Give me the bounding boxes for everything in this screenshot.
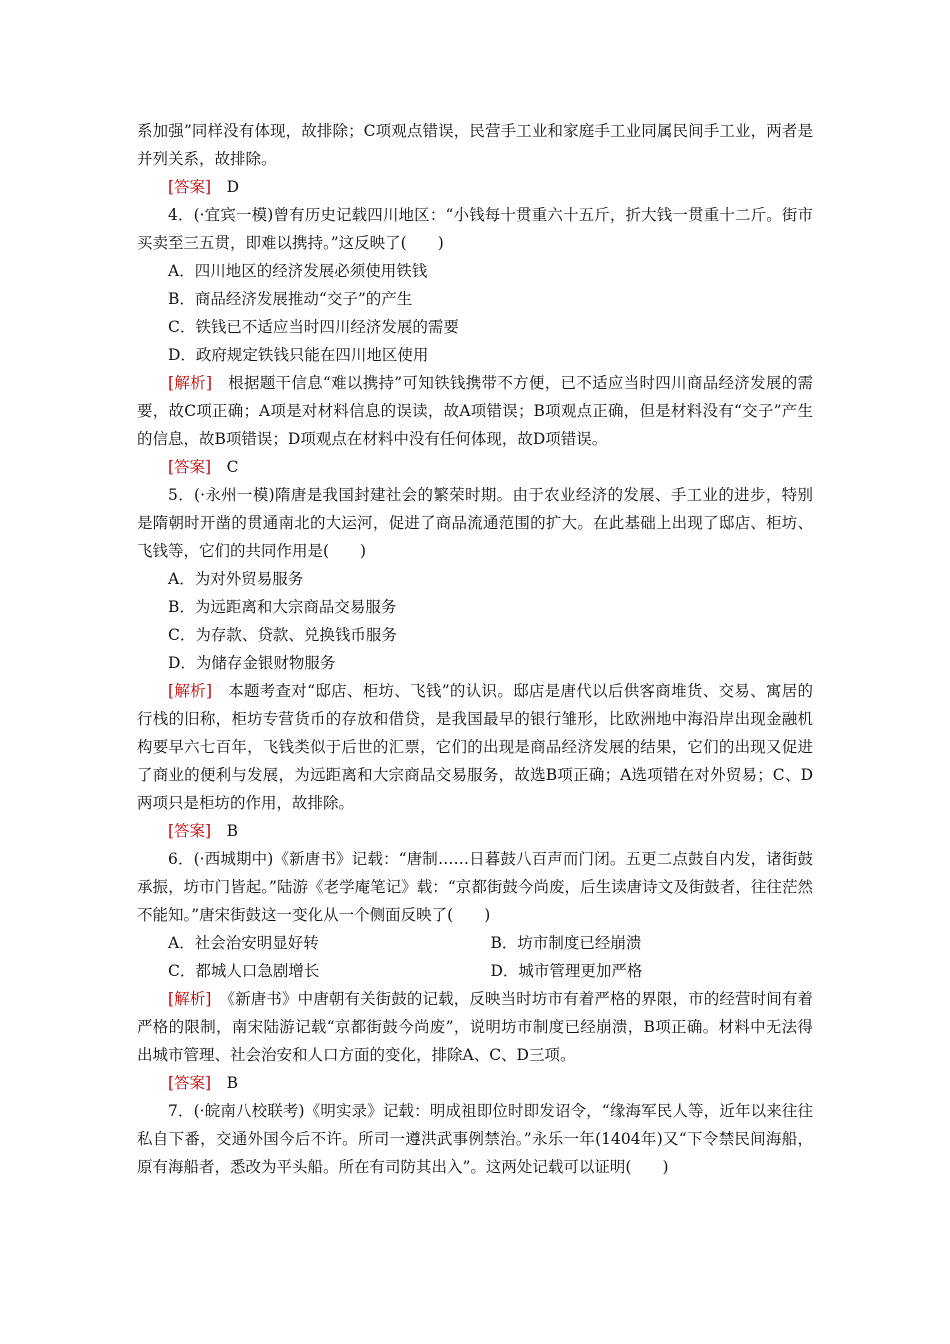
option-6d: D．城市管理更加严格 (490, 962, 643, 980)
answer-value: D (226, 178, 240, 196)
answer-q6 (137, 1069, 813, 1097)
option-5b: B．为远距离和大宗商品交易服务 (168, 598, 397, 616)
option-6c: C．都城人口急剧增长 (168, 962, 320, 980)
answer-value: C (226, 458, 239, 476)
option-5a: A．为对外贸易服务 (168, 570, 304, 588)
analysis-q6 (137, 985, 813, 1069)
answer-q5 (137, 817, 813, 845)
option-4c: C．铁钱已不适应当时四川经济发展的需要 (168, 318, 459, 336)
analysis-text: 《新唐书》中唐朝有关街鼓的记载，反映当时坊市有着严格的界限，市的经营时间有着严格的限制，南宋陆游记载“京都街鼓今尚废”，说明坊市制度已经崩溃，B项正确。材料中无法得出城市管理、社会治安和人口方面的变化，排除A、C、D三项。 (137, 990, 813, 1064)
paragraph-continuation: 系加强”同样没有体现，故排除；C项观点错误，民营手工业和家庭手工业同属民间手工业，两者是并列关系，故排除。 (137, 122, 813, 168)
option-5d: D．为储存金银财物服务 (168, 654, 336, 672)
answer-tag: [答案] (168, 822, 212, 840)
answer-tag: [答案] (168, 458, 212, 476)
answer-q4 (137, 453, 813, 481)
option-6b: B．坊市制度已经崩溃 (490, 934, 642, 952)
document-page (137, 117, 813, 1181)
option-6a: A．社会治安明显好转 (168, 934, 319, 952)
analysis-tag: [解析] (168, 374, 212, 392)
question-5: 5．(·永州一模)隋唐是我国封建社会的繁荣时期。由于农业经济的发展、手工业的进步，特别是隋朝时开凿的贯通南北的大运河，促进了商品流通范围的扩大。在此基础上出现了邸店、柜坊、飞钱等，它们的共同作用是( ) (137, 486, 813, 560)
answer-q3 (137, 173, 813, 201)
answer-value: B (226, 1074, 239, 1092)
answer-tag: [答案] (168, 178, 212, 196)
question-7: 7．(·皖南八校联考)《明实录》记载：明成祖即位时即发诏令，“缘海军民人等，近年以来往往私自下番，交通外国今后不许。所司一遵洪武事例禁治。”永乐一年(1404年)又“下令禁民间海船，原有海船者，悉改为平头船。所在有司防其出入”。这两处记载可以证明( ) (137, 1102, 813, 1176)
analysis-text: 根据题干信息“难以携持”可知铁钱携带不方便，已不适应当时四川商品经济发展的需要，故C项正确；A项是对材料信息的误读，故A项错误；B项观点正确，但是材料没有“交子”产生的信息，故B项错误；D项观点在材料中没有任何体现，故D项错误。 (137, 374, 813, 448)
option-4b: B．商品经济发展推动“交子”的产生 (168, 290, 413, 308)
answer-tag: [答案] (168, 1074, 212, 1092)
option-5c: C．为存款、贷款、兑换钱币服务 (168, 626, 397, 644)
analysis-tag: [解析] (168, 682, 212, 700)
answer-value: B (226, 822, 239, 840)
analysis-q5 (137, 677, 813, 817)
analysis-tag: [解析] (168, 990, 212, 1008)
option-4a: A．四川地区的经济发展必须使用铁钱 (168, 262, 428, 280)
analysis-q4 (137, 369, 813, 453)
option-4d: D．政府规定铁钱只能在四川地区使用 (168, 346, 429, 364)
options-6-row1 (137, 929, 813, 957)
analysis-text: 本题考查对“邸店、柜坊、飞钱”的认识。邸店是唐代以后供客商堆货、交易、寓居的行栈的旧称，柜坊专营货币的存放和借贷，是我国最早的银行雏形，比欧洲地中海沿岸出现金融机构要早六七百年，飞钱类似于后世的汇票，它们的出现是商品经济发展的结果，它们的出现又促进了商业的便利与发展，为远距离和大宗商品交易服务，故选B项正确；A选项错在对外贸易；C、D两项只是柜坊的作用，故排除。 (137, 682, 813, 812)
question-4: 4．(·宜宾一模)曾有历史记载四川地区：“小钱每十贯重六十五斤，折大钱一贯重十二斤。街市买卖至三五贯，即难以携持。”这反映了( ) (137, 206, 813, 252)
options-6-row2 (137, 957, 813, 985)
question-6: 6．(·西城期中)《新唐书》记载：“唐制……日暮鼓八百声而门闭。五更二点鼓自内发，诸街鼓承振，坊市门皆起。”陆游《老学庵笔记》载：“京都街鼓今尚废，后生读唐诗文及街鼓者，往往茫然不能知。”唐宋街鼓这一变化从一个侧面反映了( ) (137, 850, 813, 924)
